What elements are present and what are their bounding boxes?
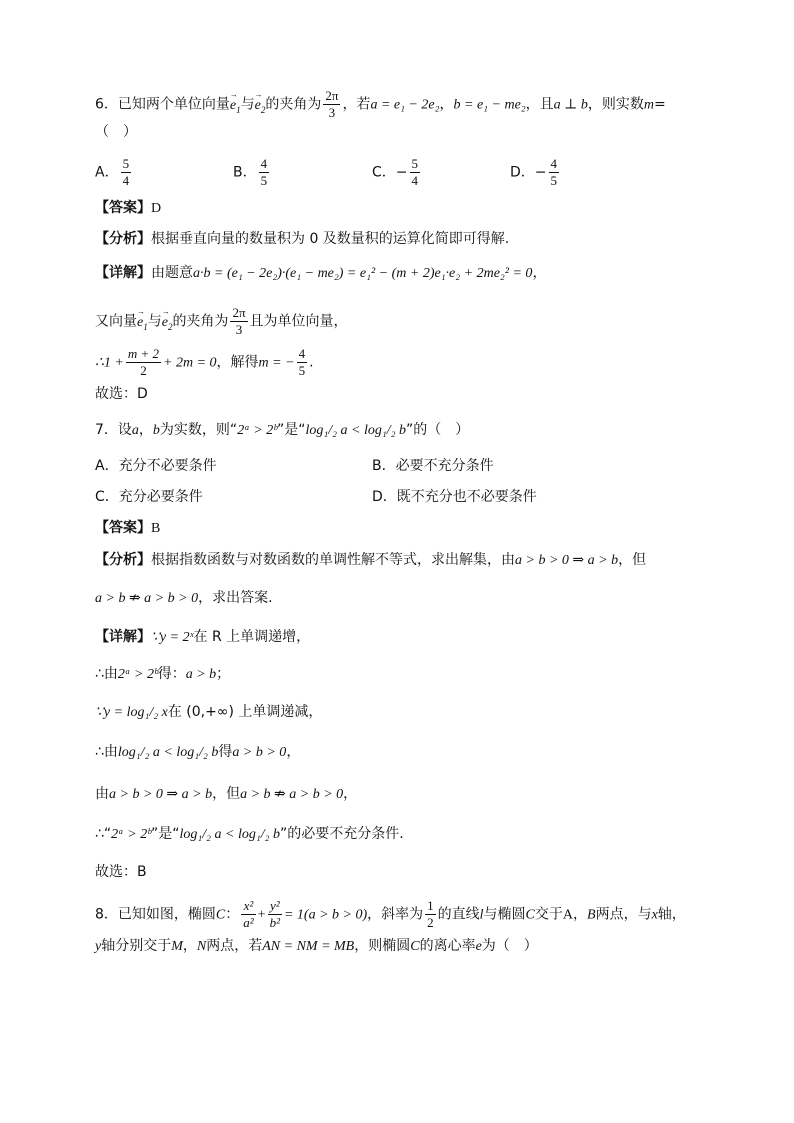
detail-text: 与 bbox=[147, 313, 162, 330]
point-N: N bbox=[196, 939, 207, 954]
q8-stem-text: ，斜率为 bbox=[367, 906, 424, 923]
option-label: D． bbox=[510, 164, 535, 181]
detail-formula: 2ᵃ > 2ᵇ bbox=[117, 667, 158, 682]
detail-text: ”的必要不充分条件. bbox=[279, 826, 404, 842]
detail-formula: log₁/₂ a < log₁/₂ b bbox=[117, 745, 219, 760]
var-y: y bbox=[95, 939, 102, 954]
q7-detail-line4 bbox=[95, 742, 300, 763]
q6-choose: 故选：D bbox=[95, 386, 148, 402]
point-B: B bbox=[587, 907, 596, 923]
vector-e2: → $e_2$ bbox=[162, 315, 173, 330]
q6-option-c bbox=[372, 156, 422, 189]
detail-formula: a > b bbox=[185, 667, 217, 682]
answer-tag: 【答案】 bbox=[95, 520, 151, 536]
detail-text: 且为单位向量， bbox=[249, 313, 348, 330]
detail-fraction: $\frac{4}{5}$ bbox=[298, 346, 306, 378]
detail-text: 在 (0,+∞) 上单调递减， bbox=[167, 704, 323, 720]
angle-fraction: $\frac{2\pi}{3}$ bbox=[232, 305, 246, 337]
q7-stem-text: ”是“ bbox=[276, 422, 306, 438]
detail-text: ∴“ bbox=[95, 826, 112, 842]
option-label: A． bbox=[95, 458, 119, 474]
analysis-tag: 【分析】 bbox=[95, 552, 151, 568]
q6-stem-text: 与 bbox=[240, 96, 255, 113]
detail-formula: a > b > 0 bbox=[232, 745, 287, 760]
var-l: l bbox=[479, 907, 484, 923]
slope-fraction: $\frac{1}{2}$ bbox=[427, 898, 434, 930]
option-fraction: $\frac{5}{4}$ bbox=[122, 156, 130, 188]
q7-option-c bbox=[95, 487, 203, 507]
option-fraction: $\frac{4}{5}$ bbox=[550, 156, 558, 188]
detail-fraction: $\frac{m + 2}{2}$ bbox=[127, 346, 160, 378]
q8-stem-text: 与椭圆 bbox=[483, 906, 526, 923]
q6-answer bbox=[95, 198, 161, 219]
option-fraction: $\frac{5}{4}$ bbox=[411, 156, 419, 188]
detail-text: 在 R 上单调递增， bbox=[193, 629, 311, 645]
q7-stem-text: 为实数，则“ bbox=[159, 422, 238, 438]
angle-fraction: $\frac{2\pi}{3}$ bbox=[325, 88, 339, 120]
vector-e1: → $e_1$ bbox=[230, 98, 241, 113]
q8-stem-text: ， bbox=[573, 906, 588, 923]
q8-stem-text: 轴分别交于 bbox=[101, 938, 172, 954]
analysis-text: 根据垂直向量的数量积为 0 及数量积的运算化简即可得解. bbox=[151, 231, 510, 247]
option-label: D． bbox=[372, 489, 397, 505]
q7-detail-line1 bbox=[95, 627, 310, 648]
analysis-text: ，但 bbox=[618, 552, 647, 568]
var-m: m bbox=[643, 97, 654, 113]
q6-option-d bbox=[510, 156, 561, 189]
detail-formula: ∵y = log₁/₂ x bbox=[95, 705, 168, 720]
condition-log: log₁/₂ a < log₁/₂ b bbox=[305, 423, 406, 438]
point-M: M bbox=[171, 939, 183, 954]
q7-answer bbox=[95, 518, 160, 539]
q7-choose: 故选：B bbox=[95, 864, 147, 880]
vector-e2: → $e_2$ bbox=[255, 98, 266, 113]
detail-formula: m = − bbox=[258, 355, 295, 371]
detail-formula: ∵y = 2ˣ bbox=[151, 630, 194, 645]
q7-option-d bbox=[372, 487, 537, 507]
q6-stem-text: ，则实数 bbox=[587, 96, 644, 113]
point-A: A bbox=[562, 907, 574, 923]
q6-stem-text: ，且 bbox=[525, 96, 554, 113]
q8-stem-text: ： bbox=[225, 906, 240, 923]
q8-stem-text: 两点，与 bbox=[595, 906, 652, 923]
detail-text: ； bbox=[216, 666, 231, 682]
detail-text: 得 bbox=[218, 744, 233, 760]
option-sign: − bbox=[395, 164, 408, 181]
q8-stem-text: 轴， bbox=[657, 906, 686, 923]
q6-stem-text: = bbox=[653, 96, 666, 113]
q6-detail-line3 bbox=[95, 346, 314, 379]
q7-stem bbox=[95, 420, 469, 441]
answer-tag: 【答案】 bbox=[95, 200, 151, 216]
q8-stem-text: 交于 bbox=[534, 906, 563, 923]
q6-detail-line1 bbox=[95, 263, 546, 284]
var-a: a bbox=[131, 423, 139, 438]
ellipse-fraction-x: $\frac{\text{x²}}{\text{a²}}$ bbox=[243, 898, 254, 930]
option-text: 既不充分也不必要条件 bbox=[396, 489, 537, 505]
analysis-formula: a > b > 0 ⇒ a > b bbox=[515, 553, 619, 568]
q8-stem-text: 8．已知如图，椭圆 bbox=[95, 906, 216, 923]
detail-formula: a > b > 0 ⇒ a > b bbox=[109, 787, 213, 802]
answer-value: D bbox=[151, 201, 162, 216]
detail-text: ∴由 bbox=[95, 744, 118, 760]
option-label: B． bbox=[233, 164, 257, 181]
detail-text: ， bbox=[286, 744, 301, 760]
detail-text: ”是“ bbox=[150, 826, 180, 842]
q8-stem-text: 的直线 bbox=[437, 906, 480, 923]
detail-formula: ∴1 + bbox=[95, 355, 124, 371]
detail-text: 由题意 bbox=[151, 265, 193, 281]
option-label: B． bbox=[372, 458, 396, 474]
q8-stem-text: 为（ ） bbox=[481, 938, 538, 954]
detail-text: ， bbox=[532, 265, 547, 281]
detail-formula: 2ᵃ > 2ᵇ bbox=[111, 827, 151, 842]
q6-stem-text: ，若 bbox=[342, 96, 371, 113]
ellipse-condition: = 1(a > b > 0) bbox=[283, 907, 368, 923]
condition-exp: 2ᵃ > 2ᵇ bbox=[237, 423, 277, 438]
q7-analysis-line2 bbox=[95, 588, 273, 609]
var-C: C bbox=[525, 907, 535, 923]
var-C: C bbox=[215, 907, 226, 923]
analysis-tag: 【分析】 bbox=[95, 231, 151, 247]
detail-text: ，但 bbox=[212, 786, 241, 802]
detail-text: ∴由 bbox=[95, 666, 118, 682]
analysis-formula: a > b ⇏ a > b > 0 bbox=[95, 591, 199, 606]
q8-stem-text: ， bbox=[182, 938, 197, 954]
var-x: x bbox=[651, 907, 658, 923]
var-C: C bbox=[410, 939, 420, 954]
detail-text: 由 bbox=[95, 786, 109, 802]
var-b: b bbox=[152, 423, 160, 438]
q8-stem-line1: 8．已知如图，椭圆C： $\frac{\text{x²}}{\text{a²}}$ + $\frac{\text{y²}}{\text{b²}}$ = 1(a > b > 0)，斜率为 $\frac{1}{2}$ 的直线l与椭圆C交于A，B两点，与x轴， bbox=[95, 898, 686, 930]
q7-option-b bbox=[372, 456, 494, 476]
q6-analysis bbox=[95, 229, 509, 249]
q6-stem bbox=[95, 88, 666, 121]
q6-stem-text: 的夹角为 bbox=[265, 96, 322, 113]
option-text: 充分不必要条件 bbox=[118, 458, 217, 474]
perp-condition: a ⊥ b bbox=[553, 97, 588, 113]
detail-formula: log₁/₂ a < log₁/₂ b bbox=[179, 827, 280, 842]
detail-text: ，解得 bbox=[216, 354, 259, 371]
detail-tag: 【详解】 bbox=[95, 629, 151, 645]
vector-a-expr: a = e₁ − 2e₂ bbox=[370, 97, 440, 113]
q7-stem-text: ， bbox=[138, 422, 153, 438]
var-e: e bbox=[475, 939, 482, 954]
detail-text: ， bbox=[343, 786, 358, 802]
ellipse-fraction-y: $\frac{\text{y²}}{\text{b²}}$ bbox=[269, 898, 280, 930]
vector-e1: → $e_1$ bbox=[137, 315, 148, 330]
vector-b-expr: b = e₁ − me₂ bbox=[453, 97, 526, 113]
detail-text: 得： bbox=[157, 666, 186, 682]
q6-option-b bbox=[233, 156, 271, 189]
detail-formula: a > b ⇏ a > b > 0 bbox=[240, 787, 344, 802]
q7-stem-text: ”的（ ） bbox=[405, 422, 470, 438]
option-label: A． bbox=[95, 164, 119, 181]
detail-text: . bbox=[309, 354, 314, 371]
option-sign: − bbox=[534, 164, 547, 181]
q8-stem-text: 的离心率 bbox=[419, 938, 476, 954]
q7-detail-line5 bbox=[95, 784, 357, 805]
q8-stem-text: ，则椭圆 bbox=[354, 938, 411, 954]
q7-detail-line6 bbox=[95, 824, 404, 845]
option-label: C． bbox=[95, 489, 119, 505]
analysis-text: ，求出答案. bbox=[198, 590, 273, 606]
option-fraction: $\frac{4}{5}$ bbox=[260, 156, 268, 188]
option-text: 充分必要条件 bbox=[118, 489, 203, 505]
q8-stem-text: 两点，若 bbox=[206, 938, 263, 954]
q6-stem-text: ， bbox=[439, 96, 454, 113]
detail-text: 的夹角为 bbox=[172, 313, 229, 330]
option-text: 必要不充分条件 bbox=[395, 458, 494, 474]
detail-formula: + 2m = 0 bbox=[163, 355, 217, 371]
q7-detail-line2 bbox=[95, 664, 230, 685]
option-label: C． bbox=[372, 164, 396, 181]
q7-stem-text: 7．设 bbox=[95, 422, 132, 438]
q7-option-a bbox=[95, 456, 217, 476]
detail-text: 又向量 bbox=[95, 313, 137, 330]
detail-formula: a·b = (e₁ − 2e₂)·(e₁ − me₂) = e₁² − (m + 2)e₁·e₂ + 2me₂² = 0 bbox=[193, 266, 533, 281]
q6-paren: （ ） bbox=[95, 124, 137, 140]
q6-stem-text: 6．已知两个单位向量 bbox=[95, 96, 230, 113]
vector-equation: AN = NM = MB bbox=[262, 939, 355, 954]
analysis-text: 根据指数函数与对数函数的单调性解不等式，求出解集，由 bbox=[151, 552, 515, 568]
q6-option-a bbox=[95, 156, 133, 189]
detail-tag: 【详解】 bbox=[95, 265, 151, 281]
q7-analysis-line1 bbox=[95, 550, 646, 571]
q7-detail-line3 bbox=[95, 702, 322, 723]
q6-detail-line2 bbox=[95, 305, 348, 338]
q8-stem-line2 bbox=[95, 936, 538, 957]
answer-value: B bbox=[151, 521, 161, 536]
